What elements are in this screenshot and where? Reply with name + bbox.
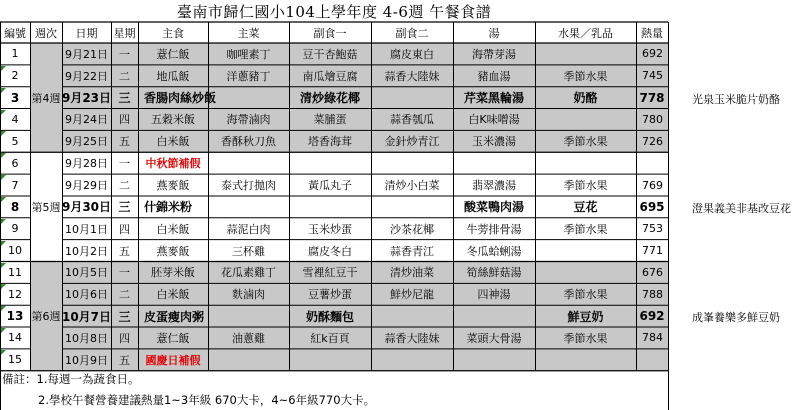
soup: 海帶芽湯 (472, 47, 516, 61)
side-dish-1: 雪裡紅豆干 (302, 266, 358, 280)
cell-marker (1, 306, 6, 311)
cell-marker (1, 197, 6, 202)
staple: 燕麥飯 (156, 244, 190, 258)
cell-marker (1, 328, 6, 333)
calories: 753 (642, 222, 663, 236)
weekday: 一 (119, 157, 130, 171)
row-number: 3 (10, 90, 20, 105)
header-row-number: 編號 (4, 26, 26, 40)
weekday: 四 (119, 222, 130, 236)
side-dish-2: 腐皮東白 (390, 47, 434, 61)
date: 9月23日 (62, 91, 111, 106)
remark-line-1: 備註：1.每週一為蔬食日。 (2, 372, 140, 386)
soup: 白K味噌湯 (468, 113, 520, 127)
weekday: 三 (118, 200, 131, 215)
supplier-note: 成峯養樂多鮮豆奶 (692, 311, 780, 325)
row-number: 14 (8, 331, 22, 345)
side-dish-1: 紅k百頁 (310, 331, 350, 345)
calories: 778 (639, 90, 665, 105)
calories: 692 (642, 47, 663, 61)
calories: 780 (642, 112, 663, 126)
staple: 胚芽米飯 (151, 266, 195, 280)
side-dish-2: 鮮炒尼龍 (390, 288, 434, 302)
fruit-dairy (535, 43, 636, 65)
staple: 薏仁飯 (156, 331, 190, 345)
side-dish-2: 金針炒青江 (384, 135, 440, 149)
weekday: 一 (119, 266, 130, 280)
calories: 771 (642, 244, 663, 258)
staple: 五穀米飯 (151, 113, 195, 127)
cell-marker (1, 241, 6, 246)
date: 9月22日 (65, 69, 108, 83)
cell-marker (1, 284, 6, 289)
staple: 什錦米粉 (144, 200, 193, 215)
weekday: 二 (119, 179, 130, 193)
weekday: 四 (119, 113, 130, 127)
week-label: 第4週 (31, 91, 61, 105)
calories: 745 (642, 69, 663, 83)
side-dish-1: 玉米炒蛋 (308, 222, 352, 236)
fruit-dairy: 季節水果 (563, 222, 608, 236)
soup: 四神湯 (477, 288, 511, 302)
cell-marker (1, 66, 6, 71)
side-dish-1: 黃瓜丸子 (308, 179, 352, 193)
calories: 726 (642, 134, 663, 148)
weekday: 五 (119, 244, 130, 258)
fruit-dairy: 奶酪 (573, 91, 598, 106)
soup: 玉米濃湯 (472, 135, 516, 149)
row-number: 9 (11, 222, 19, 236)
side-dish-2: 蒜香大陸妹 (384, 331, 440, 345)
date: 9月25日 (65, 135, 108, 149)
calories (636, 152, 668, 174)
row-number: 5 (11, 134, 19, 148)
date: 10月9日 (65, 353, 108, 367)
cell-marker (1, 263, 6, 268)
date: 10月6日 (65, 288, 108, 302)
date: 9月29日 (65, 179, 108, 193)
weekday: 四 (119, 331, 130, 345)
soup: 冬瓜蛤蜊湯 (466, 244, 522, 258)
side-dish-1: 塔香海茸 (308, 135, 352, 149)
date: 9月24日 (65, 113, 108, 127)
row-number: 1 (11, 47, 19, 61)
calories: 692 (639, 309, 665, 324)
side-dish-2: 蒜香青江 (390, 244, 434, 258)
weekday: 二 (119, 288, 130, 302)
side-dish-1: 奶酥麵包 (305, 309, 354, 324)
main-dish: 泰式打拋肉 (221, 179, 276, 193)
header-staple: 主食 (162, 26, 184, 40)
calories: 784 (642, 331, 663, 345)
holiday-label: 中秋節補假 (145, 157, 201, 171)
cell-marker (1, 153, 6, 158)
staple: 白米飯 (156, 288, 190, 302)
side-dish-1: 豆干杏鮑菇 (302, 47, 358, 61)
header-weekday: 星期 (113, 26, 136, 40)
date: 9月21日 (65, 47, 108, 61)
fruit-dairy: 季節水果 (563, 135, 608, 149)
main-dish: 洋蔥豬丁 (226, 69, 271, 83)
row-number: 13 (6, 309, 24, 324)
staple: 白米飯 (156, 135, 190, 149)
main-dish: 麩滷肉 (232, 288, 265, 302)
cell-marker (1, 131, 6, 136)
side-dish-2: 蒜香大陸妹 (384, 69, 440, 83)
weekday: 二 (119, 69, 130, 83)
side-dish-2: 清炒小白菜 (384, 179, 440, 193)
header-main-dish: 主菜 (237, 26, 260, 40)
header-week: 週次 (35, 26, 57, 40)
main-dish: 咖哩素丁 (226, 47, 271, 61)
fruit-dairy: 季節水果 (563, 69, 608, 83)
header-side-dish-1: 副食一 (313, 26, 347, 40)
row-number: 15 (8, 353, 22, 367)
side-dish-2: 蒜香瓠瓜 (390, 113, 434, 127)
cell-marker (1, 110, 6, 115)
week-label: 第6週 (31, 310, 61, 324)
main-dish: 花瓜素雞丁 (221, 266, 276, 280)
row-number: 4 (11, 112, 19, 126)
row-number: 11 (8, 265, 22, 279)
fruit-dairy (535, 262, 636, 284)
soup: 菜頭大骨湯 (466, 331, 522, 345)
side-dish-2: 沙茶花椰 (390, 222, 434, 236)
fruit-dairy: 鮮豆奶 (567, 309, 604, 324)
side-dish-1: 南瓜燴豆腐 (302, 69, 358, 83)
staple: 地瓜飯 (156, 69, 190, 83)
date: 10月8日 (65, 331, 108, 345)
header-calories: 熱量 (641, 26, 663, 40)
row-number: 2 (11, 69, 19, 83)
soup: 酸菜鴨肉湯 (463, 200, 524, 215)
row-number: 7 (11, 178, 19, 192)
side-dish-1: 菜脯蛋 (313, 113, 347, 127)
main-dish: 香酥秋刀魚 (221, 135, 276, 149)
row-number: 12 (8, 287, 22, 301)
soup: 翡翠濃湯 (472, 179, 516, 193)
fruit-dairy: 豆花 (573, 200, 598, 215)
cell-marker (1, 88, 6, 93)
date: 9月30日 (62, 200, 111, 215)
soup: 筍絲鮮菇湯 (466, 266, 522, 280)
fruit-dairy (535, 240, 636, 262)
main-dish: 油蔥雞 (232, 331, 265, 345)
weekday: 五 (119, 353, 130, 367)
calories: 676 (642, 265, 663, 279)
side-dish-2: 清炒油菜 (390, 266, 434, 280)
week-label: 第5週 (31, 200, 61, 214)
calories (636, 349, 668, 371)
side-dish-1: 豆薯炒蛋 (308, 288, 352, 302)
supplier-note: 澄果義美非基改豆花 (692, 201, 791, 215)
weekday: 五 (119, 135, 130, 149)
holiday-label: 國慶日補假 (145, 353, 201, 367)
date: 10月7日 (62, 309, 111, 324)
staple: 香腸肉絲炒飯 (144, 91, 217, 106)
fruit-dairy: 季節水果 (563, 288, 608, 302)
date: 10月1日 (65, 222, 108, 236)
date: 9月28日 (65, 157, 108, 171)
header-side-dish-2: 副食二 (395, 26, 429, 40)
header-soup: 湯 (488, 26, 500, 40)
cell-marker (1, 175, 6, 180)
calories: 695 (639, 199, 665, 214)
date: 10月2日 (65, 244, 108, 258)
staple: 白米飯 (156, 222, 190, 236)
row-number: 10 (8, 244, 22, 258)
cell-marker (1, 350, 6, 355)
weekday: 三 (118, 309, 131, 324)
fruit-dairy (535, 109, 636, 131)
weekday: 三 (118, 91, 131, 106)
side-dish-1: 腐皮冬白 (308, 244, 352, 258)
side-dish-1: 清炒綠花椰 (299, 91, 360, 106)
staple: 皮蛋瘦肉粥 (144, 309, 205, 324)
header-fruit-dairy: 水果／乳品 (558, 26, 613, 40)
soup: 豬血湯 (477, 69, 511, 83)
cell-marker (1, 219, 6, 224)
weekday: 一 (119, 47, 130, 61)
date: 10月5日 (65, 266, 108, 280)
remark-line-2: 2.學校午餐營養建議熱量1~3年級 670大卡，4~6年級770大卡。 (38, 393, 376, 407)
main-dish: 海帶滷肉 (226, 113, 271, 127)
main-dish: 三杯雞 (232, 244, 265, 258)
row-number: 8 (10, 199, 20, 214)
page-title: 臺南市歸仁國小104上學年度 4-6週 午餐食譜 (176, 2, 492, 21)
soup: 牛蒡排骨湯 (466, 222, 522, 236)
calories: 769 (642, 178, 663, 192)
main-dish: 蒜泥白肉 (226, 222, 271, 236)
fruit-dairy: 季節水果 (563, 331, 608, 345)
calories: 788 (642, 287, 663, 301)
fruit-dairy: 季節水果 (563, 179, 608, 193)
soup: 芹菜黑輪湯 (463, 91, 524, 106)
supplier-note: 光泉玉米脆片奶酪 (692, 92, 780, 106)
staple: 薏仁飯 (156, 47, 190, 61)
header-date: 日期 (75, 26, 98, 40)
staple: 燕麥飯 (156, 179, 190, 193)
row-number: 6 (11, 156, 19, 170)
